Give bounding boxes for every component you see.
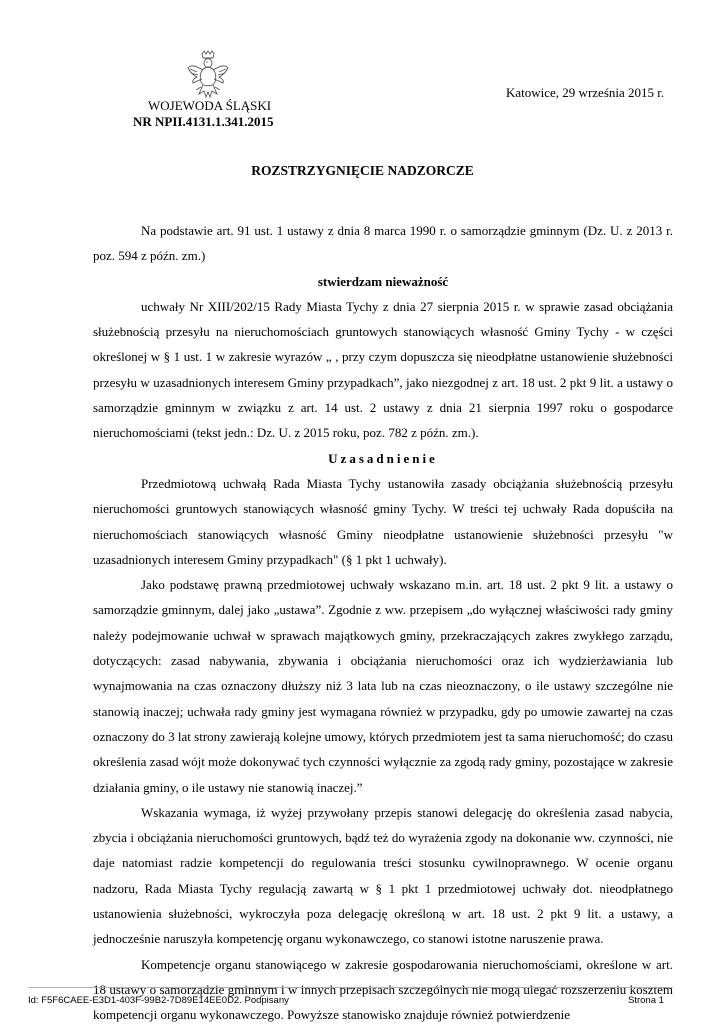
footer-divider bbox=[28, 987, 673, 988]
document-id: Id: F5F6CAEE-E3D1-403F-99B2-7D89E14EE0D2. Podpisany bbox=[28, 995, 289, 1006]
place-and-date: Katowice, 29 września 2015 r. bbox=[506, 85, 665, 100]
justification-paragraph-1: Przedmiotową uchwałą Rada Miasta Tychy ustanowiła zasady obciążania służebnością przesyłu nieruchomości gruntowych stanowiących własność gminy Tychy. W treści tej uchwały Rada dopuściła na nieruchomościach stanowiących własność Gminy nieodpłatne ustanowienie służebności przesyłu "w uzasadnionych interesem Gminy przypadkach" (§ 1 pkt 1 uchwały). bbox=[93, 475, 673, 567]
justification-heading: Uzasadnienie bbox=[328, 450, 438, 466]
justification-paragraph-3: Wskazania wymaga, iż wyżej przywołany przepis stanowi delegację do określenia zasad nabycia, zbycia i obciążania nieruchomości gruntowych, bądź też do wyrażenia zgody na dokonanie ww. czynności, nie daje natomiast radzie kompetencji do regulowania treści stosunku cywilnoprawnego. W ocenie organu nadzoru, Rada Miasta Tychy regulacją zawartą w § 1 pkt 1 przedmiotowej uchwały dot. nieodpłatnego ustanowienia służebności, wykroczyła poza delegację określoną w art. 18 ust. 2 pkt 9 lit. a ustawy, a jednocześnie naruszyła kompetencję organu wykonawczego, co stanowi istotne naruszenie prawa. bbox=[93, 804, 673, 947]
declaration-heading: stwierdzam nieważność bbox=[317, 273, 449, 289]
document-body bbox=[93, 218, 673, 1028]
issuing-authority: WOJEWODA ŚLĄSKI bbox=[148, 98, 272, 113]
justification-paragraph-4: Kompetencje organu stanowiącego w zakresie gospodarowania nieruchomościami, określone w art. 18 ustawy o samorządzie gminnym i w innych przepisach szczególnych nie mogą ulegać rozszerzeniu kosztem kompetencji organu wykonawczego. Powyższe stanowisko znajduje również potwierdzenie bbox=[93, 956, 673, 1023]
resolution-paragraph: uchwały Nr XIII/202/15 Rady Miasta Tychy z dnia 27 sierpnia 2015 r. w sprawie zasad obciążania służebnością przesyłu na nieruchomościach gruntowych stanowiących własność Gminy Tychy - w części określonej w § 1 ust. 1 w zakresie wyrazów „ , przy czym dopuszcza się nieodpłatne ustanowienie służebności przesyłu w uzasadnionych interesem Gminy przypadkach”, jako niezgodnej z art. 18 ust. 2 pkt 9 lit. a ustawy o samorządzie gminnym w związku z art. 14 ust. 2 ustawy z dnia 21 sierpnia 1997 roku o gospodarce nieruchomościami (tekst jedn.: Dz. U. z 2015 roku, poz. 782 z późn. zm.). bbox=[93, 298, 673, 441]
legal-basis-paragraph: Na podstawie art. 91 ust. 1 ustawy z dnia 8 marca 1990 r. o samorządzie gminnym (Dz. U. z 2013 r. poz. 594 z późn. zm.) bbox=[93, 223, 673, 264]
justification-paragraph-2: Jako podstawę prawną przedmiotowej uchwały wskazano m.in. art. 18 ust. 2 pkt 9 lit. a ustawy o samorządzie gminnym, dalej jako „ustawa”. Zgodnie z ww. przepisem „do wyłącznej właściwości rady gminy należy podejmowanie uchwał w sprawach majątkowych gminy, przekraczających zakres zwykłego zarządu, dotyczących: zasad nabywania, zbywania i obciążania nieruchomości oraz ich wydzierżawiania lub wynajmowania na czas oznaczony dłuższy niż 3 lata lub na czas nieoznaczony, o ile ustawy szczególne nie stanowią inaczej; uchwała rady gminy jest wymagana również w przypadku, gdy po umowie zawartej na czas oznaczony do 3 lat strony zawierają kolejne umowy, których przedmiotem jest ta sama nieruchomość; do czasu określenia zasad wójt może dokonywać tych czynności wyłącznie za zgodą rady gminy, pozostające w zakresie działania gminy, o ile ustawy nie stanowią inaczej.” bbox=[93, 577, 673, 795]
case-number: NR NPII.4131.1.341.2015 bbox=[133, 114, 274, 129]
document-title: ROZSTRZYGNIĘCIE NADZORCZE bbox=[251, 163, 474, 178]
polish-eagle-emblem-icon bbox=[186, 50, 230, 100]
page-number: Strona 1 bbox=[628, 995, 664, 1006]
